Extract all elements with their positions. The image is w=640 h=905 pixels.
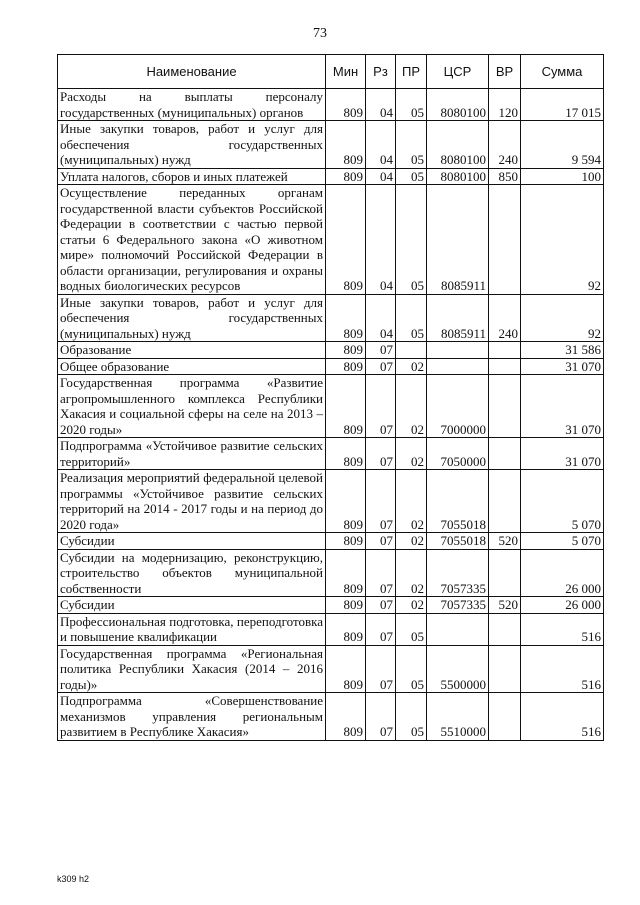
cell-csr <box>427 358 489 375</box>
cell-csr: 7050000 <box>427 438 489 470</box>
cell-pr: 05 <box>396 121 427 169</box>
table-row <box>58 533 604 550</box>
column-header-name: Наименование <box>58 55 326 89</box>
cell-csr <box>427 613 489 645</box>
cell-vr: 240 <box>489 294 521 342</box>
cell-rz: 07 <box>366 342 396 359</box>
cell-sum: 516 <box>521 693 604 741</box>
cell-sum: 31 070 <box>521 375 604 438</box>
cell-sum: 5 070 <box>521 533 604 550</box>
page-number: 73 <box>313 26 327 41</box>
column-header-csr: ЦСР <box>427 55 489 89</box>
cell-min: 809 <box>326 549 366 597</box>
cell-sum: 17 015 <box>521 89 604 121</box>
column-header-sum: Сумма <box>521 55 604 89</box>
table-row <box>58 597 604 614</box>
cell-vr <box>489 549 521 597</box>
cell-pr: 02 <box>396 597 427 614</box>
cell-name: Осуществление переданных органам государственной власти субъектов Российской Федерации в соответствии с частью первой статьи 6 Федерального закона «О животном мире» полномочий Российской Федерации в области организации, регулирования и охраны водных биологических ресурсов <box>58 185 326 295</box>
cell-sum: 31 070 <box>521 358 604 375</box>
cell-rz: 07 <box>366 693 396 741</box>
cell-pr: 05 <box>396 693 427 741</box>
cell-sum: 31 070 <box>521 438 604 470</box>
cell-min: 809 <box>326 438 366 470</box>
cell-csr: 5510000 <box>427 693 489 741</box>
cell-name: Подпрограмма «Устойчивое развитие сельских территорий» <box>58 438 326 470</box>
cell-name: Уплата налогов, сборов и иных платежей <box>58 168 326 185</box>
cell-name: Иные закупки товаров, работ и услуг для обеспечения государственных (муниципальных) нужд <box>58 294 326 342</box>
cell-vr <box>489 438 521 470</box>
cell-name: Подпрограмма «Совершенствование механизмов управления региональным развитием в Республике Хакасия» <box>58 693 326 741</box>
cell-rz: 07 <box>366 438 396 470</box>
cell-vr: 850 <box>489 168 521 185</box>
budget-table <box>57 54 604 741</box>
cell-name: Образование <box>58 342 326 359</box>
cell-pr: 05 <box>396 168 427 185</box>
cell-pr: 02 <box>396 358 427 375</box>
table-row <box>58 89 604 121</box>
cell-vr: 120 <box>489 89 521 121</box>
cell-pr: 02 <box>396 533 427 550</box>
table-row <box>58 185 604 295</box>
cell-sum: 92 <box>521 294 604 342</box>
cell-pr: 05 <box>396 294 427 342</box>
cell-csr: 5500000 <box>427 645 489 693</box>
cell-vr: 520 <box>489 533 521 550</box>
cell-vr <box>489 342 521 359</box>
cell-csr: 7057335 <box>427 597 489 614</box>
cell-rz: 04 <box>366 121 396 169</box>
cell-min: 809 <box>326 168 366 185</box>
cell-min: 809 <box>326 342 366 359</box>
cell-pr: 05 <box>396 613 427 645</box>
cell-vr <box>489 613 521 645</box>
cell-pr: 02 <box>396 549 427 597</box>
cell-rz: 07 <box>366 470 396 533</box>
footer-code: k309 h2 <box>57 874 90 884</box>
table-body <box>58 89 604 741</box>
cell-rz: 07 <box>366 597 396 614</box>
cell-min: 809 <box>326 470 366 533</box>
cell-sum: 9 594 <box>521 121 604 169</box>
cell-csr <box>427 342 489 359</box>
cell-pr: 02 <box>396 470 427 533</box>
cell-csr: 8085911 <box>427 185 489 295</box>
cell-rz: 07 <box>366 613 396 645</box>
cell-csr: 7000000 <box>427 375 489 438</box>
cell-rz: 04 <box>366 89 396 121</box>
cell-name: Государственная программа «Региональная политика Республики Хакасия (2014 – 2016 годы)» <box>58 645 326 693</box>
cell-pr: 05 <box>396 89 427 121</box>
cell-pr: 02 <box>396 438 427 470</box>
table-row <box>58 375 604 438</box>
cell-pr: 05 <box>396 645 427 693</box>
table-row <box>58 342 604 359</box>
cell-csr: 7055018 <box>427 470 489 533</box>
cell-vr: 520 <box>489 597 521 614</box>
table-row <box>58 470 604 533</box>
cell-sum: 31 586 <box>521 342 604 359</box>
cell-name: Профессиональная подготовка, переподготовка и повышение квалификации <box>58 613 326 645</box>
cell-name: Иные закупки товаров, работ и услуг для обеспечения государственных (муниципальных) нужд <box>58 121 326 169</box>
cell-min: 809 <box>326 613 366 645</box>
cell-min: 809 <box>326 645 366 693</box>
cell-pr: 05 <box>396 185 427 295</box>
cell-name: Субсидии <box>58 597 326 614</box>
cell-csr: 8085911 <box>427 294 489 342</box>
cell-sum: 26 000 <box>521 597 604 614</box>
cell-vr <box>489 470 521 533</box>
cell-vr <box>489 375 521 438</box>
cell-min: 809 <box>326 185 366 295</box>
cell-rz: 07 <box>366 645 396 693</box>
cell-min: 809 <box>326 121 366 169</box>
cell-sum: 516 <box>521 613 604 645</box>
table-header-row <box>58 55 604 89</box>
cell-name: Расходы на выплаты персоналу государственных (муниципальных) органов <box>58 89 326 121</box>
cell-csr: 7057335 <box>427 549 489 597</box>
cell-name: Субсидии на модернизацию, реконструкцию, строительство объектов муниципальной собственности <box>58 549 326 597</box>
cell-csr: 8080100 <box>427 89 489 121</box>
cell-min: 809 <box>326 294 366 342</box>
cell-min: 809 <box>326 693 366 741</box>
cell-rz: 07 <box>366 533 396 550</box>
cell-min: 809 <box>326 375 366 438</box>
table-row <box>58 645 604 693</box>
cell-csr: 8080100 <box>427 168 489 185</box>
table-row <box>58 121 604 169</box>
cell-sum: 516 <box>521 645 604 693</box>
cell-name: Субсидии <box>58 533 326 550</box>
cell-rz: 07 <box>366 358 396 375</box>
column-header-vr: ВР <box>489 55 521 89</box>
cell-name: Общее образование <box>58 358 326 375</box>
table-row <box>58 168 604 185</box>
cell-vr <box>489 185 521 295</box>
table-row <box>58 693 604 741</box>
cell-rz: 04 <box>366 185 396 295</box>
cell-pr <box>396 342 427 359</box>
cell-rz: 04 <box>366 294 396 342</box>
column-header-rz: Рз <box>366 55 396 89</box>
cell-csr: 7055018 <box>427 533 489 550</box>
cell-sum: 100 <box>521 168 604 185</box>
table-row <box>58 294 604 342</box>
cell-vr: 240 <box>489 121 521 169</box>
cell-min: 809 <box>326 358 366 375</box>
cell-sum: 92 <box>521 185 604 295</box>
cell-min: 809 <box>326 597 366 614</box>
cell-pr: 02 <box>396 375 427 438</box>
cell-rz: 04 <box>366 168 396 185</box>
cell-min: 809 <box>326 89 366 121</box>
cell-sum: 26 000 <box>521 549 604 597</box>
cell-vr <box>489 358 521 375</box>
cell-min: 809 <box>326 533 366 550</box>
cell-csr: 8080100 <box>427 121 489 169</box>
column-header-pr: ПР <box>396 55 427 89</box>
cell-sum: 5 070 <box>521 470 604 533</box>
cell-rz: 07 <box>366 549 396 597</box>
table-row <box>58 549 604 597</box>
cell-name: Государственная программа «Развитие агропромышленного комплекса Республики Хакасия и социальной сферы на селе на 2013 – 2020 годы» <box>58 375 326 438</box>
column-header-min: Мин <box>326 55 366 89</box>
table-row <box>58 438 604 470</box>
table-row <box>58 613 604 645</box>
cell-vr <box>489 693 521 741</box>
table-row <box>58 358 604 375</box>
cell-name: Реализация мероприятий федеральной целевой программы «Устойчивое развитие сельских территорий на 2014 - 2017 годы и на период до 2020 года» <box>58 470 326 533</box>
cell-vr <box>489 645 521 693</box>
cell-rz: 07 <box>366 375 396 438</box>
